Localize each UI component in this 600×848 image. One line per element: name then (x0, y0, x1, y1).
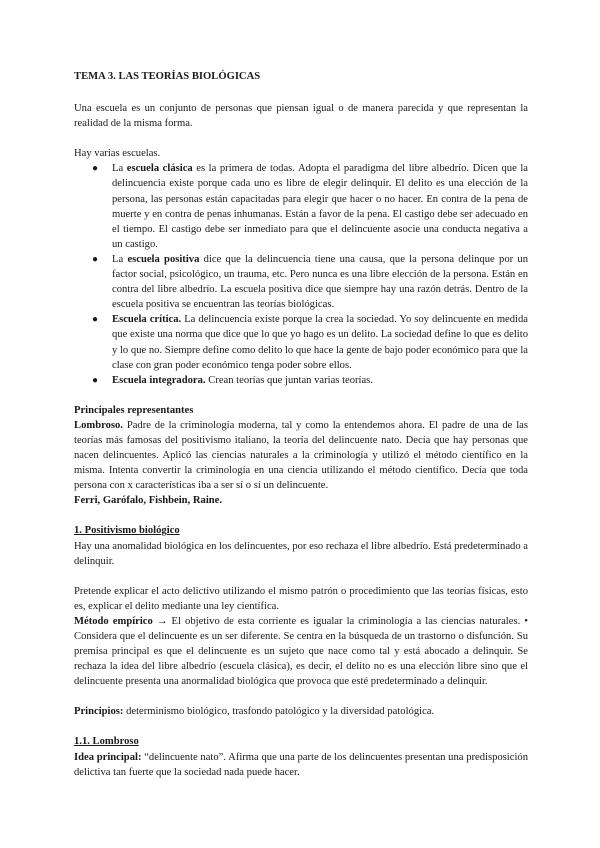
lombroso-paragraph: Lombroso. Padre de la criminología moderna, tal y como la entendemos ahora. El padre de una de las teorías más famosas del positivismo italiano, la teoría del delincuente nato. Decía que hay personas que nacen delincuentes. Aplicó las ciencias naturales a la criminología y utilizó el método científico en la misma. Intenta convertir la criminología en una ciencia utilizando el método científico. Decía que toda persona con x características iba a ser sí o sí un delincuente. (74, 419, 528, 492)
principles-paragraph: Principios: determinismo biológico, trasfondo patológico y la diversidad patológica. (74, 706, 435, 718)
list-item: ● La escuela positiva dice que la delincuencia tiene una causa, que la persona delinque por un factor social, psicológico, un trauma, etc. Pero nunca es una libre elección de la persona. Están en contra del libre albedrío. La escuela positiva dice que siempre hay una razón detrás. Dentro de la escuela positiva se encuentran las teorías biológicas. (92, 253, 528, 311)
other-representatives: Ferri, Garófalo, Fishbein, Raine. (74, 495, 223, 507)
idea-label: Idea principal: (74, 751, 142, 763)
section1-paragraph-2: Pretende explicar el acto delictivo utilizando el mismo patrón o procedimiento que las teorías físicas, esto es, explicar el delito mediante una ley científica. (74, 585, 528, 612)
method-label: Método empírico (74, 615, 153, 627)
document-content (74, 69, 528, 780)
list-item: ● Escuela crítica. La delincuencia existe porque la crea la sociedad. Yo soy delincuente en medida que existe una norma que dice que lo que yo hago es un delito. La sociedad define lo que es delito y lo que no. Siempre define como delito lo que hace la gente de bajo poder económico para que la clase con gran poder económico tenga poder sobre ellos. (92, 314, 528, 371)
document-title: TEMA 3. LAS TEORÍAS BIOLÓGICAS (74, 71, 261, 82)
term-label: escuela positiva (127, 253, 200, 265)
lombroso-label: Lombroso. (74, 419, 123, 431)
idea-paragraph: Idea principal: “delincuente nato”. Afirma que una parte de los delincuentes presentan una predisposición delictiva tan fuerte que la sociedad nada puede hacer. (74, 751, 528, 778)
bullet-icon: ● (92, 314, 99, 326)
representatives-heading: Principales representantes (74, 404, 194, 416)
intro-paragraph: Una escuela es un conjunto de personas que piensan igual o de manera parecida y que representan la realidad de la misma forma. (74, 103, 528, 130)
subsection-heading: 1.1. Lombroso (74, 736, 139, 748)
section-heading: 1. Positivismo biológico (74, 525, 180, 537)
bullet-icon: ● (92, 163, 99, 175)
list-item: ● La escuela clásica es la primera de todas. Adopta el paradigma del libre albedrío. Dicen que la delincuencia existe porque cada uno es libre de elegir delinquir. El delito es una elección de la persona, las personas están capacitadas para elegir que hacer o no hacer. En contra de la pena de muerte y en contra de penas inhumanas. Están a favor de la pena. El castigo debe ser adecuado en el tiempo. El castigo debe ser inmediato para que el delincuente asocie una conducta negativa a un castigo. (92, 163, 528, 250)
method-paragraph: Método empírico → El objetivo de esta corriente es igualar la criminología a las ciencias naturales. • Considera que el delincuente es un ser diferente. Se centra en la búsqueda de un trastorno o disfunción. Su premisa principal es que el delincuente es un sujeto que nace como tal y está abocado a delinquir. Se rechaza la idea del libre albedrío (escuela clásica), es decir, el delito no es una elección libre sino que el delincuente presenta una anormalidad biológica que provoca que esté predeterminado a delinquir. (74, 615, 529, 688)
bullet-icon: ● (92, 253, 99, 265)
term-label: Escuela integradora. (112, 374, 206, 386)
principles-label: Principios: (74, 706, 124, 718)
bullet-icon: ● (92, 374, 99, 386)
section1-paragraph: Hay una anomalidad biológica en los delincuentes, por eso rechaza el libre albedrío. Está predeterminado a delinquir. (74, 540, 528, 567)
term-label: escuela clásica (126, 163, 193, 175)
term-label: Escuela crítica. (112, 314, 182, 326)
schools-intro: Hay varias escuelas. (74, 148, 161, 160)
list-item: ● Escuela integradora. Crean teorías que juntan varias teorías. (92, 373, 528, 388)
schools-list (74, 161, 528, 387)
